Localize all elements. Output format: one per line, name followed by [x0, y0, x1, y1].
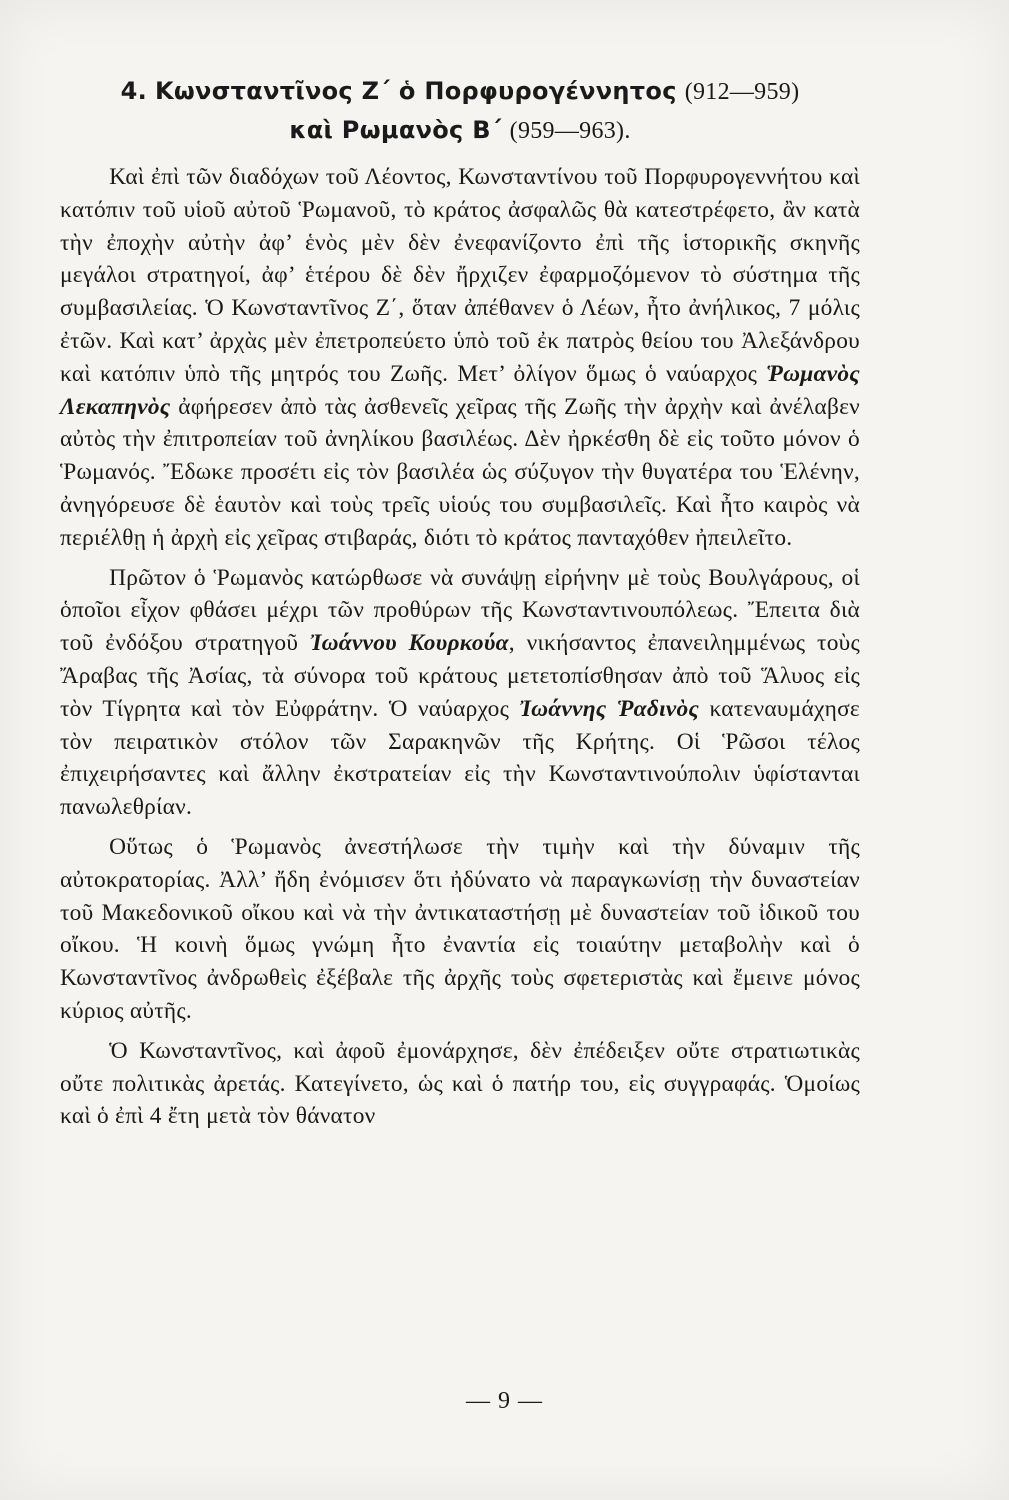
paragraph — [60, 831, 860, 1028]
paragraph — [60, 161, 860, 555]
paragraph — [60, 562, 860, 824]
heading-line-2 — [60, 111, 860, 150]
emphasized-name: Ἰωάννου Κουρκούα — [309, 630, 509, 657]
heading-dates-1: (912—959) — [684, 79, 800, 105]
page-number: — 9 — — [466, 1388, 543, 1414]
heading-title-2: καὶ Ρωμανὸς Β΄ — [289, 116, 502, 144]
emphasized-name: Ἰωάννης Ῥαδινὸς — [519, 695, 700, 722]
heading-dates-2: (959—963). — [509, 118, 631, 144]
emphasized-name: Ῥωμανὸς Λεκαπηνὸς — [60, 360, 860, 420]
page-content — [60, 72, 860, 1133]
text-run: Οὕτως ὁ Ῥωμανὸς ἀνεστήλωσε τὴν τιμὴν καὶ τὴν δύναμιν τῆς αὐτοκρατορίας. Ἀλλ’ ἤδη ἐνόμισεν ὅτι ἠδύνατο νὰ παραγκωνίσῃ τὴν δυναστείαν τοῦ Μακεδονικοῦ οἴκου καὶ νὰ τὴν ἀντικαταστήσῃ μὲ δυναστείαν τοῦ ἰδικοῦ του οἴκου. Ἡ κοινὴ ὅμως γνώμη ἦτο ἐναντία εἰς τοιαύτην μεταβολὴν καὶ ὁ Κωνσταντῖνος ἀνδρωθεὶς ἐξέβαλε τῆς ἀρχῆς τοὺς σφετεριστὰς καὶ ἔμεινε μόνος κύριος αὐτῆς. — [60, 833, 860, 1024]
section-heading — [60, 72, 860, 150]
body-text — [60, 161, 860, 1133]
heading-title-1: Κωνσταντῖνος Ζ΄ ὁ Πορφυρογέννητος — [154, 77, 677, 105]
text-run: Καὶ ἐπὶ τῶν διαδόχων τοῦ Λέοντος, Κωνσταντίνου τοῦ Πορφυρογεννήτου καὶ κατόπιν τοῦ υἱοῦ αὐτοῦ Ῥωμανοῦ, τὸ κράτος ἀσφαλῶς θὰ κατεστρέφετο, ἂν κατὰ τὴν ἐποχὴν αὐτὴν ἀφ’ ἑνὸς μὲν δὲν ἐνεφανίζοντο ἐπὶ τῆς ἱστορικῆς σκηνῆς μεγάλοι στρατηγοί, ἀφ’ ἑτέρου δὲ δὲν ἤρχιζεν ἐφαρμοζόμενον τὸ σύστημα τῆς συμβασιλείας. Ὁ Κωνσταντῖνος Ζ΄, ὅταν ἀπέθανεν ὁ Λέων, ἦτο ἀνήλικος, 7 μόλις ἐτῶν. Καὶ κατ’ ἀρχὰς μὲν ἐπετροπεύετο ὑπὸ τοῦ ἐκ πατρὸς θείου του Ἀλεξάνδρου καὶ κατόπιν ὑπὸ τῆς μητρός του Ζωῆς. Μετ’ ὀλίγον ὅμως ὁ ναύαρχος — [60, 164, 860, 387]
heading-line-1 — [121, 77, 800, 105]
text-run: ἀφήρεσεν ἀπὸ τὰς ἀσθενεῖς χεῖρας τῆς Ζωῆς τὴν ἀρχὴν καὶ ἀνέλαβεν αὐτὸς τὴν ἐπιτροπείαν τοῦ ἀνηλίκου βασιλέως. Δὲν ἠρκέσθη δὲ εἰς τοῦτο μόνον ὁ Ῥωμανός. Ἔδωκε προσέτι εἰς τὸν βασιλέα ὡς σύζυγον τὴν θυγατέρα του Ἑλένην, ἀνηγόρευσε δὲ ἑαυτὸν καὶ τοὺς τρεῖς υἱούς του συμβασιλεῖς. Καὶ ἦτο καιρὸς νὰ περιέλθῃ ἡ ἀρχὴ εἰς χεῖρας στιβαράς, διότι τὸ κράτος πανταχόθεν ἠπειλεῖτο. — [60, 393, 860, 551]
text-run: Πρῶτον ὁ Ῥωμανὸς κατώρθωσε νὰ συνάψῃ εἰρήνην μὲ τοὺς Βουλγάρους, οἱ ὁποῖοι εἶχον φθάσει μέχρι τῶν προθύρων τῆς Κωνσταντινουπόλεως. Ἔπειτα διὰ τοῦ ἐνδόξου στρατηγοῦ — [60, 564, 860, 657]
paragraph — [60, 1035, 860, 1133]
text-run: κατεναυμάχησε τὸν πειρατικὸν στόλον τῶν Σαρακηνῶν τῆς Κρήτης. Οἱ Ῥῶσοι τέλος ἐπιχειρήσαντες καὶ ἄλλην ἐκστρατείαν εἰς τὴν Κωνσταντινούπολιν ὑφίστανται πανωλεθρίαν. — [60, 695, 860, 821]
text-run: , νικήσαντος ἐπανειλημμένως τοὺς Ἄραβας τῆς Ἀσίας, τὰ σύνορα τοῦ κράτους μετετοπίσθησαν ἀπὸ τοῦ Ἅλυος εἰς τὸν Τίγρητα καὶ τὸν Εὐφράτην. Ὁ ναύαρχος — [60, 630, 860, 722]
text-run: Ὁ Κωνσταντῖνος, καὶ ἀφοῦ ἐμονάρχησε, δὲν ἐπέδειξεν οὔτε στρατιωτικὰς οὔτε πολιτικὰς ἀρετάς. Κατεγίνετο, ὡς καὶ ὁ πατήρ του, εἰς συγγραφάς. Ὁμοίως καὶ ὁ ἐπὶ 4 ἔτη μετὰ τὸν θάνατον — [60, 1037, 860, 1130]
section-number: 4. — [120, 77, 148, 105]
